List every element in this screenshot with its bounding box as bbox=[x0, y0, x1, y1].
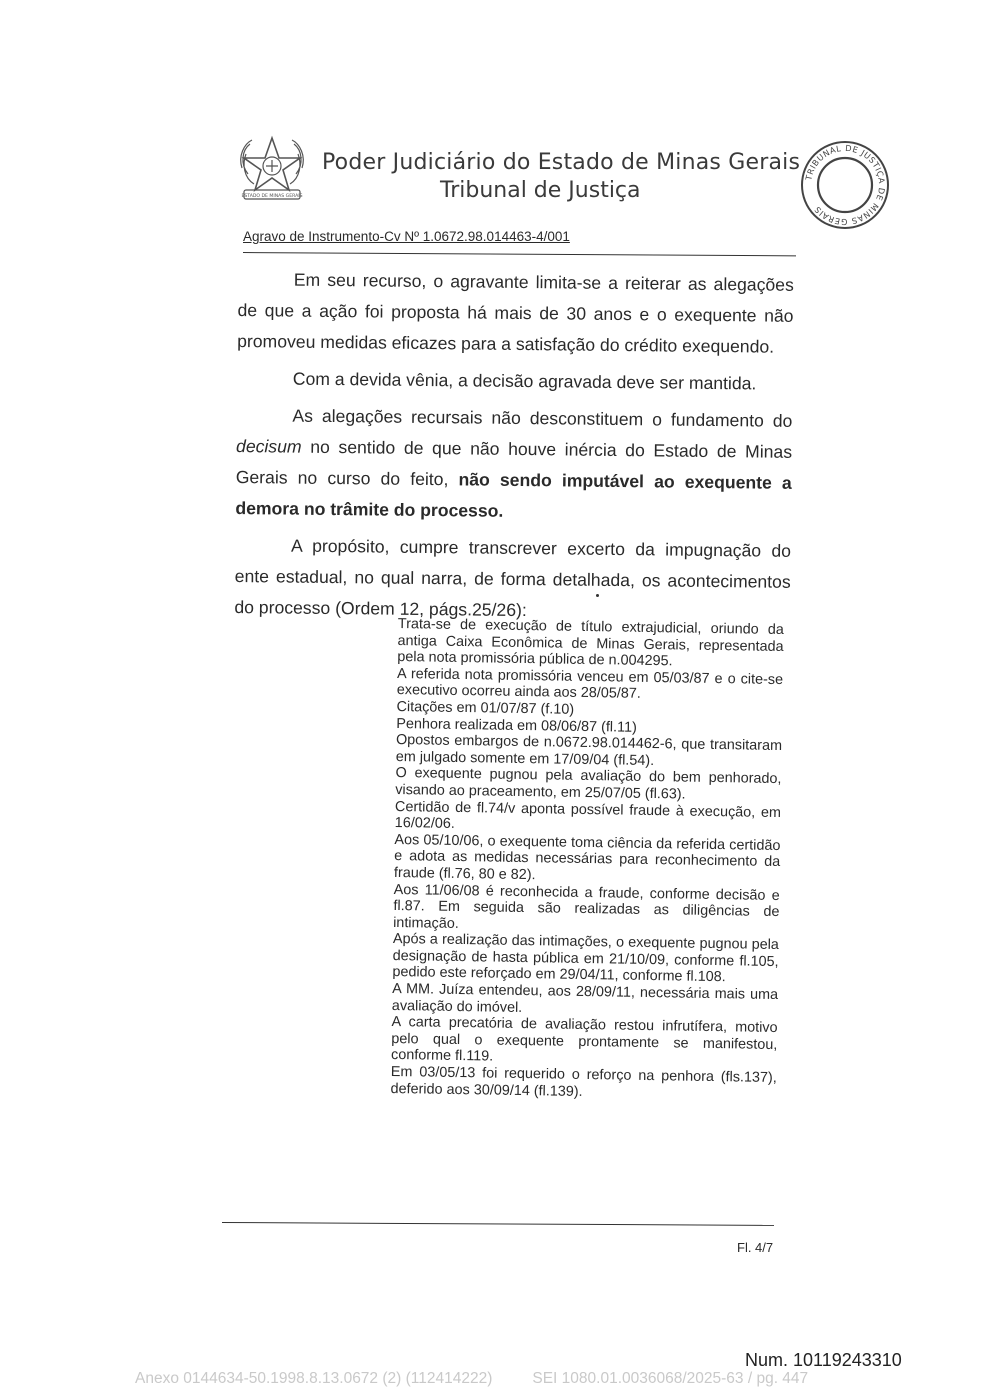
quote-line: O exequente pugnou pela avaliação do bem penhorado, visando ao praceamento, em 25/07/05 (fl.63). bbox=[395, 765, 782, 803]
quote-line: Penhora realizada em 08/06/87 (fl.11) bbox=[396, 715, 637, 736]
paragraph-3 bbox=[235, 400, 792, 530]
paragraph-3-italic: decisum bbox=[235, 435, 302, 457]
quote-line: A referida nota promissória venceu em 05/03/87 e o cite-se executivo ocorreu ainda aos 28/05/87. bbox=[396, 665, 784, 703]
tribunal-name: Tribunal de Justiça bbox=[440, 178, 641, 203]
paragraph-2: Com a devida vênia, a decisão agravada deve ser mantida. bbox=[292, 368, 757, 394]
quote-line: Certidão de fl.74/v aponta possível fraude à execução, em 16/02/06. bbox=[394, 798, 782, 833]
footer-divider bbox=[222, 1222, 774, 1226]
stray-mark bbox=[596, 594, 599, 597]
quote-line: Aos 11/06/08 é reconhecida a fraude, conforme decisão e fl.87. Em seguida são realizadas as diligências de intimação. bbox=[393, 881, 780, 932]
quote-line: A carta precatória de avaliação restou infrutífera, motivo pelo qual o exequente prontamente se manifestou, conforme fl.119. bbox=[390, 1014, 778, 1065]
paragraph-3-part-a: As alegações recursais não desconstituem o fundamento do bbox=[292, 405, 793, 431]
quote-line: Citações em 01/07/87 (f.10) bbox=[396, 698, 575, 718]
footer-watermark bbox=[135, 1370, 808, 1388]
block-quote bbox=[390, 616, 784, 1103]
svg-text:TRIBUNAL DE JUSTIÇA DE MINAS G bbox=[803, 143, 887, 227]
quote-line: Em 03/05/13 foi requerido o reforço na penhora (fls.137), deferido aos 30/09/14 (fl.139). bbox=[390, 1063, 777, 1100]
annex-reference: Anexo 0144634-50.1998.8.13.0672 (2) (112414222) bbox=[135, 1370, 493, 1387]
quote-line: Opostos embargos de n.0672.98.014462-6, que transitaram em julgado somente em 17/09/04 (fl.54). bbox=[395, 732, 783, 769]
paragraph-1: Em seu recurso, o agravante limita-se a reiterar as alegações de que a ação foi proposta há mais de 30 anos e o exequente não promoveu medidas eficazes para a satisfação do crédito exequendo. bbox=[237, 269, 794, 357]
paragraph-4: A propósito, cumpre transcrever excerto da impugnação do ente estadual, no qual narra, de forma detalhada, os acontecimentos do processo (Ordem 12, págs.25/26): bbox=[234, 535, 792, 621]
sei-reference: SEI 1080.01.0036068/2025-63 / pg. 447 bbox=[532, 1370, 809, 1387]
quote-line: Após a realização das intimações, o exequente pugnou pela designação de hasta pública em 21/10/09, conforme fl.105, pedido este reforçado em 29/04/11, conforme fl.108. bbox=[392, 931, 780, 986]
case-reference: Agravo de Instrumento-Cv Nº 1.0672.98.014463-4/001 bbox=[243, 229, 570, 244]
quote-line: Aos 05/10/06, o exequente toma ciência da referida certidão e adota as medidas necessárias para reconhecimento da fraude (fl.76, 80 e 82). bbox=[393, 831, 781, 884]
header-divider bbox=[243, 252, 796, 256]
decision-body bbox=[234, 264, 794, 629]
document-number: Num. 10119243310 bbox=[745, 1350, 902, 1370]
paragraph-3-bold: não sendo imputável ao exequente a demora no trâmite do processo. bbox=[235, 469, 792, 521]
page-number: Fl. 4/7 bbox=[737, 1240, 774, 1255]
court-name: Poder Judiciário do Estado de Minas Gerais bbox=[322, 150, 801, 175]
crest-text: ESTADO DE MINAS GERAIS bbox=[241, 194, 303, 199]
quote-line: A MM. Juíza entendeu, aos 28/09/11, necessária mais uma avaliação do imóvel. bbox=[391, 981, 779, 1016]
paragraph-3-part-b: no sentido de que não houve inércia do Estado de Minas Gerais no curso do feito, bbox=[235, 436, 793, 490]
state-coat-of-arms-icon bbox=[230, 128, 314, 212]
quote-line: Trata-se de execução de título extrajudicial, oriundo da antiga Caixa Econômica de Minas Gerais, representada pela nota promissória pública de n.004295. bbox=[397, 616, 784, 670]
tribunal-seal-icon bbox=[800, 140, 890, 230]
seal-text: TRIBUNAL DE JUSTIÇA DE MINAS GERAIS bbox=[803, 142, 888, 228]
